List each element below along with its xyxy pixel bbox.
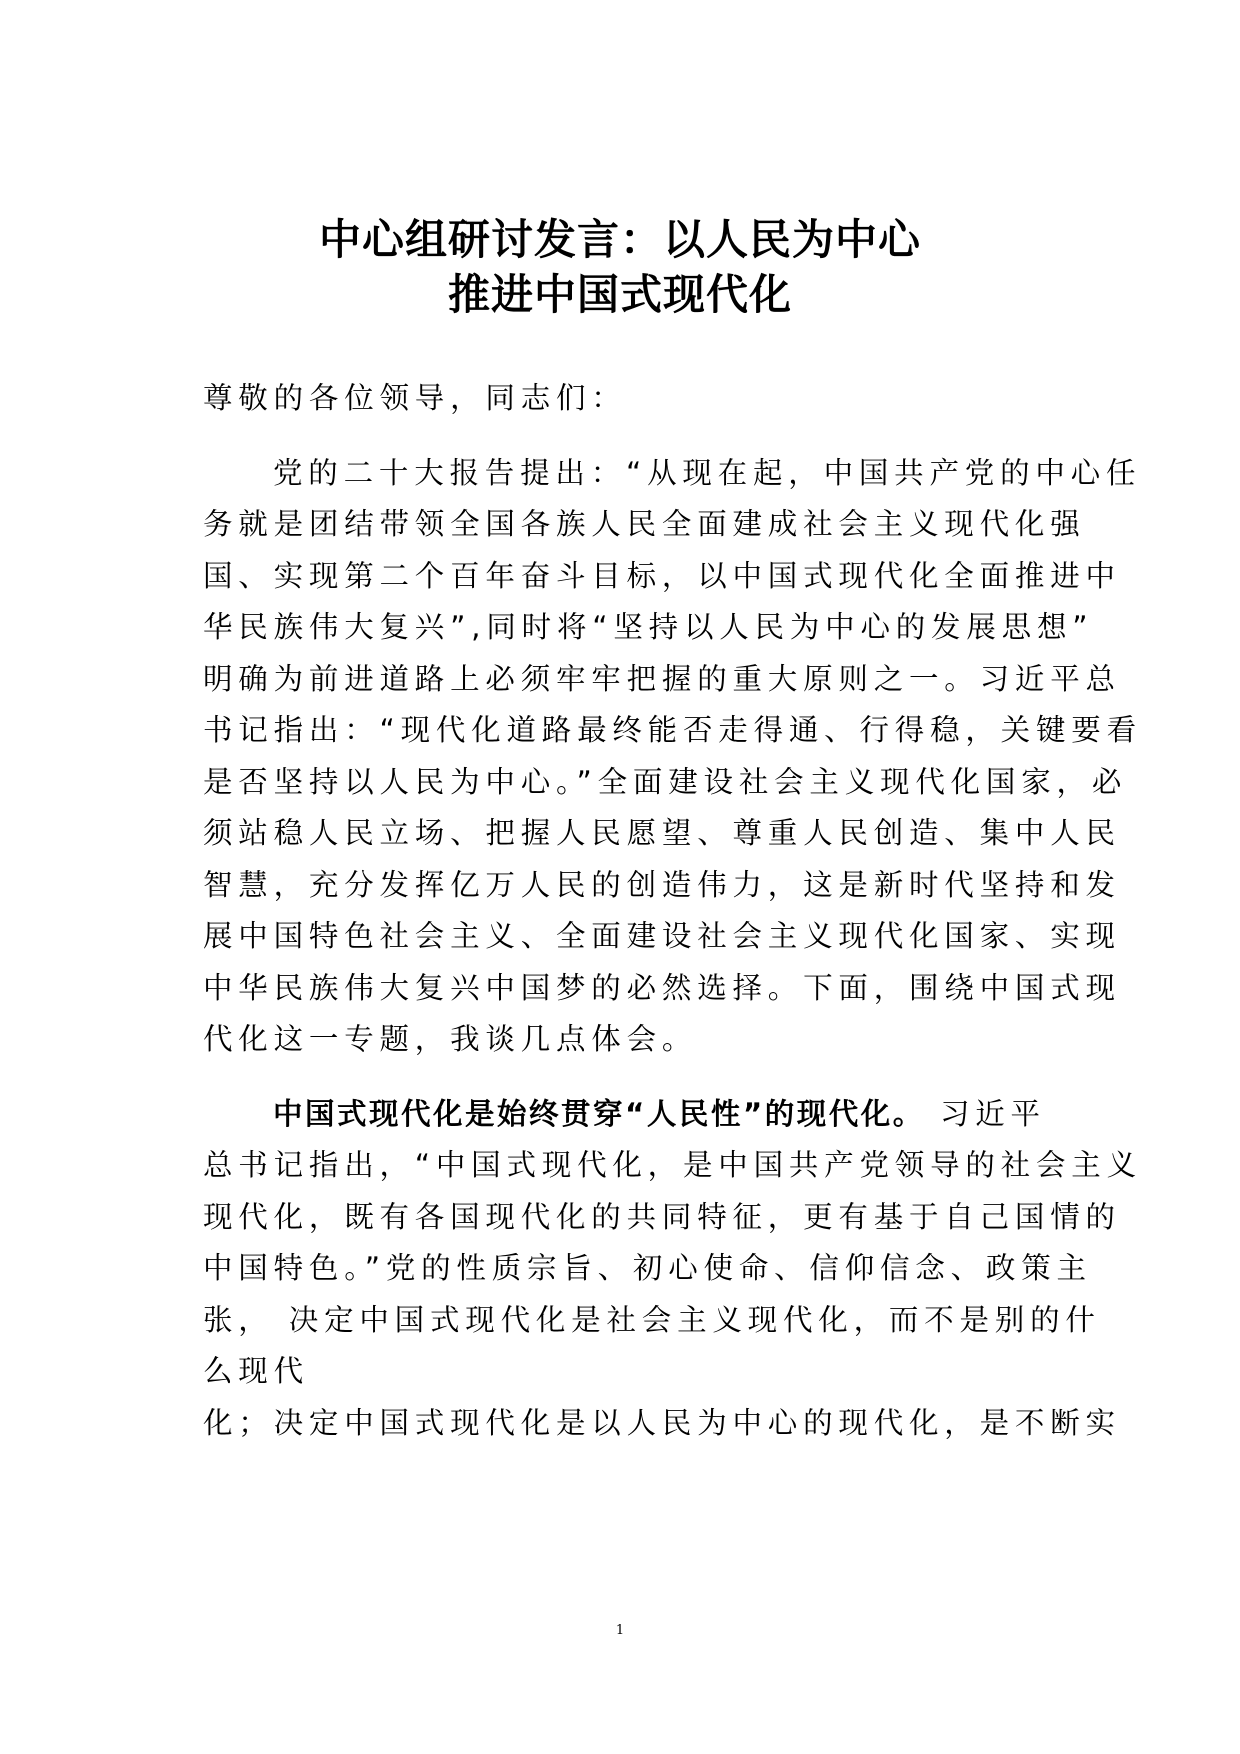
paragraph-1 <box>203 448 1142 1066</box>
paragraph-1-line: 党的二十大报告提出：“从现在起，中国共产党的中心任 <box>273 455 1142 490</box>
paragraph-2-heading: 中国式现代化是始终贯穿“人民性”的现代化。 <box>273 1096 925 1131</box>
paragraph-1-line: 书记指出：“现代化道路最终能否走得通、行得稳，关键要看 <box>203 713 1142 747</box>
title-line-1: 中心组研讨发言：以人民为中心 <box>318 215 921 264</box>
paragraph-2-first-line <box>203 1089 1083 1141</box>
page-number: 1 <box>615 1623 625 1638</box>
paragraph-2-line: 化；决定中国式现代化是以人民为中心的现代化，是不断实 <box>203 1405 1121 1440</box>
paragraph-1-line: 明确为前进道路上必须牢牢把握的重大原则之一。习近平总 <box>203 661 1121 696</box>
document-title <box>0 212 1240 322</box>
paragraph-2-line: 么现代 <box>203 1354 309 1388</box>
document-body <box>203 373 1142 1449</box>
paragraph-2-line: 现代化，既有各国现代化的共同特征，更有基于自己国情的 <box>203 1199 1121 1234</box>
paragraph-1-line: 华民族伟大复兴”,同时将“坚持以人民为中心的发展思想” <box>203 610 1094 644</box>
paragraph-1-line: 须站稳人民立场、把握人民愿望、尊重人民创造、集中人民 <box>203 816 1121 850</box>
paragraph-1-line: 展中国特色社会主义、全面建设社会主义现代化国家、实现 <box>203 919 1121 953</box>
paragraph-1-line: 是否坚持以人民为中心。”全面建设社会主义现代化国家，必 <box>203 764 1128 799</box>
paragraph-1-line: 代化这一专题，我谈几点体会。 <box>203 1022 698 1056</box>
paragraph-2-line: 中国特色。”党的性质宗旨、初心使命、信仰信念、政策主 <box>203 1251 1092 1285</box>
paragraph-1-line: 国、实现第二个百年奋斗目标，以中国式现代化全面推进中 <box>203 558 1121 593</box>
paragraph-1-line: 中华民族伟大复兴中国梦的必然选择。下面，围绕中国式现 <box>203 970 1121 1005</box>
salutation: 尊敬的各位领导，同志们： <box>203 381 627 415</box>
paragraph-2 <box>203 1089 1142 1450</box>
paragraph-1-line: 务就是团结带领全国各族人民全面建成社会主义现代化强 <box>203 507 1086 541</box>
title-line-2: 推进中国式现代化 <box>447 270 792 319</box>
paragraph-2-first-line-text: 习近平 <box>924 1096 1046 1131</box>
paragraph-2-line: 总书记指出，“中国式现代化，是中国共产党领导的社会主义 <box>203 1148 1142 1182</box>
paragraph-2-line: 张， 决定中国式现代化是社会主义现代化，而不是别的什 <box>203 1302 1101 1337</box>
paragraph-1-line: 智慧，充分发挥亿万人民的创造伟力，这是新时代坚持和发 <box>203 867 1121 902</box>
